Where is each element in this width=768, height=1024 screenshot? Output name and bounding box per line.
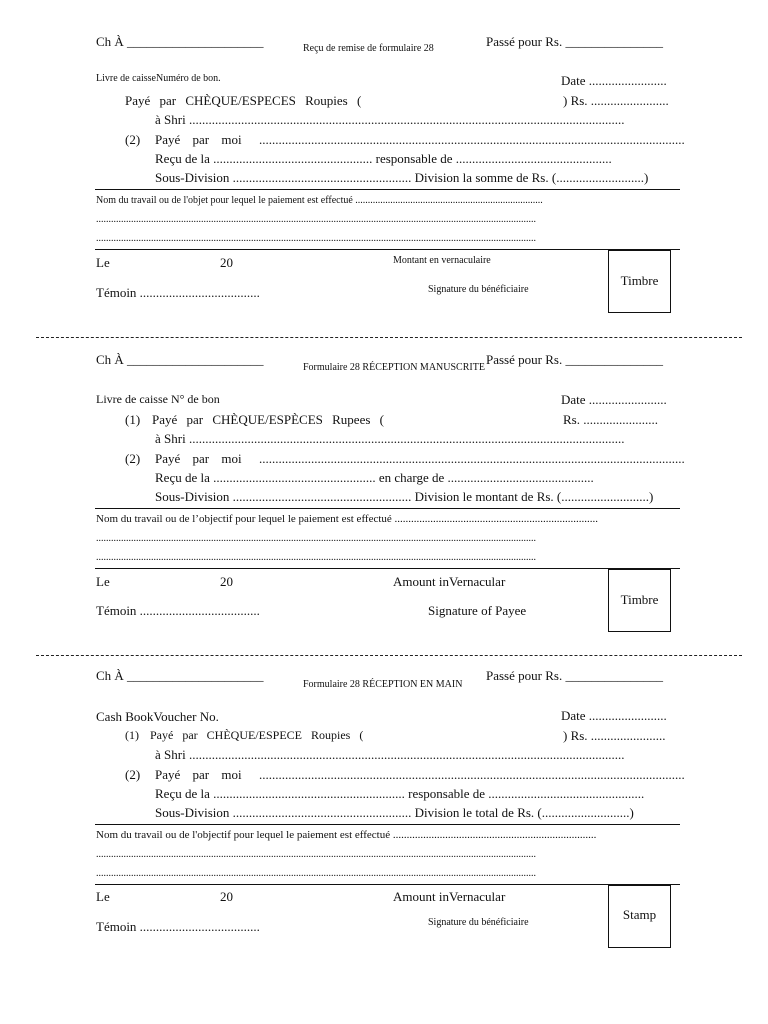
receipt-title: Formulaire 28 RÉCEPTION EN MAIN [303,679,463,690]
dotted-line: ................................................................................................................................................................................ [96,849,536,860]
sub-division-line: Sous-Division ....................................................... Division le montant de Rs. (...........................) [155,489,654,504]
witness-line: Témoin ..................................... [96,603,260,618]
cash-book-line: Livre de caisseNuméro de bon. [96,73,221,84]
paid-by-me-dots: ................................................................................................................................... [259,451,685,466]
ch-a-field: Ch À _____________________ [96,668,264,683]
witness-line: Témoin ..................................... [96,919,260,934]
dotted-line: ................................................................................................................................................................................ [96,233,536,244]
sub-division-line: Sous-Division ....................................................... Division le total de Rs. (...........................) [155,805,634,820]
paid-by-cheque-line: Payé par CHÈQUE/ESPECES Roupies ( [125,93,362,108]
stamp-label: Timbre [620,592,659,607]
ch-a-field: Ch À _____________________ [96,34,264,49]
receipt-title: Reçu de remise de formulaire 28 [303,43,434,54]
date-field: Date ........................ [561,708,667,723]
divider [95,824,680,825]
dotted-line: ................................................................................................................................................................................ [96,552,536,563]
amount-vernacular-label: Montant en vernaculaire [393,255,491,266]
cut-line [36,655,742,656]
item-2-number: (2) [125,767,141,782]
amount-vernacular-label: Amount inVernacular [393,574,506,589]
date-field: Date ........................ [561,73,667,88]
received-from-line: Reçu de la ................................................. responsable de ................................................ [155,151,612,166]
year-20-label: 20 [220,889,233,904]
stamp-label: Stamp [622,907,657,922]
ch-a-field: Ch À _____________________ [96,352,264,367]
payee-signature-label: Signature of Payee [428,603,527,618]
stamp-box [608,569,671,632]
dotted-line: ................................................................................................................................................................................ [96,868,536,879]
passe-pour-field: Passé pour Rs. _______________ [486,352,663,367]
sub-division-line: Sous-Division ....................................................... Division la somme de Rs. (...........................) [155,170,649,185]
received-from-line: Reçu de la ........................................................... responsable de ................................................ [155,786,645,801]
paid-by-me-dots: ................................................................................................................................... [259,132,685,147]
payee-signature-label: Signature du bénéficiaire [428,284,529,295]
le-label: Le [96,574,110,589]
divider [95,508,680,509]
paid-by-cheque-line: Payé par CHÈQUE/ESPÈCES Rupees ( [152,412,384,427]
le-label: Le [96,255,110,270]
paid-by-me-label: Payé par moi [155,451,242,466]
rs-field: ) Rs. ........................ [563,93,669,108]
work-description-line: Nom du travail ou de l'objectif pour lequel le paiement est effectué .......................................................................... [96,829,597,841]
payee-signature-label: Signature du bénéficiaire [428,917,529,928]
passe-pour-field: Passé pour Rs. _______________ [486,34,663,49]
cash-book-line: Cash BookVoucher No. [96,709,219,724]
year-20-label: 20 [220,574,233,589]
cash-book-line: Livre de caisse N° de bon [96,392,220,406]
paid-by-me-label: Payé par moi [155,767,242,782]
witness-line: Témoin ..................................... [96,285,260,300]
rs-field: Rs. ....................... [563,412,658,427]
a-shri-line: à Shri ...................................................................................................................................... [155,112,625,127]
dotted-line: ................................................................................................................................................................................ [96,214,536,225]
a-shri-line: à Shri ...................................................................................................................................... [155,431,625,446]
paid-by-cheque-line: Payé par CHÈQUE/ESPECE Roupies ( [150,728,364,742]
divider [95,568,680,569]
passe-pour-field: Passé pour Rs. _______________ [486,668,663,683]
item-2-number: (2) [125,132,141,147]
rs-field: ) Rs. ....................... [563,728,666,743]
le-label: Le [96,889,110,904]
divider [95,884,680,885]
work-description-line: Nom du travail ou de l’objectif pour lequel le paiement est effectué .......................................................................... [96,513,599,525]
amount-vernacular-label: Amount inVernacular [393,889,506,904]
item-1-number: (1) [125,412,141,427]
date-field: Date ........................ [561,392,667,407]
dotted-line: ................................................................................................................................................................................ [96,533,536,544]
stamp-box [608,885,671,948]
a-shri-line: à Shri ...................................................................................................................................... [155,747,625,762]
work-description-line: Nom du travail ou de l'objet pour lequel le paiement est effectué ........................................................................... [96,195,543,206]
received-from-line: Reçu de la .................................................. en charge de ............................................. [155,470,594,485]
cut-line [36,337,742,338]
paid-by-me-label: Payé par moi [155,132,242,147]
receipt-title: Formulaire 28 RÉCEPTION MANUSCRITE [303,362,485,373]
item-2-number: (2) [125,451,141,466]
stamp-label: Timbre [620,273,659,288]
paid-by-me-dots: ................................................................................................................................... [259,767,685,782]
item-1-number: (1) [125,728,139,742]
year-20-label: 20 [220,255,233,270]
